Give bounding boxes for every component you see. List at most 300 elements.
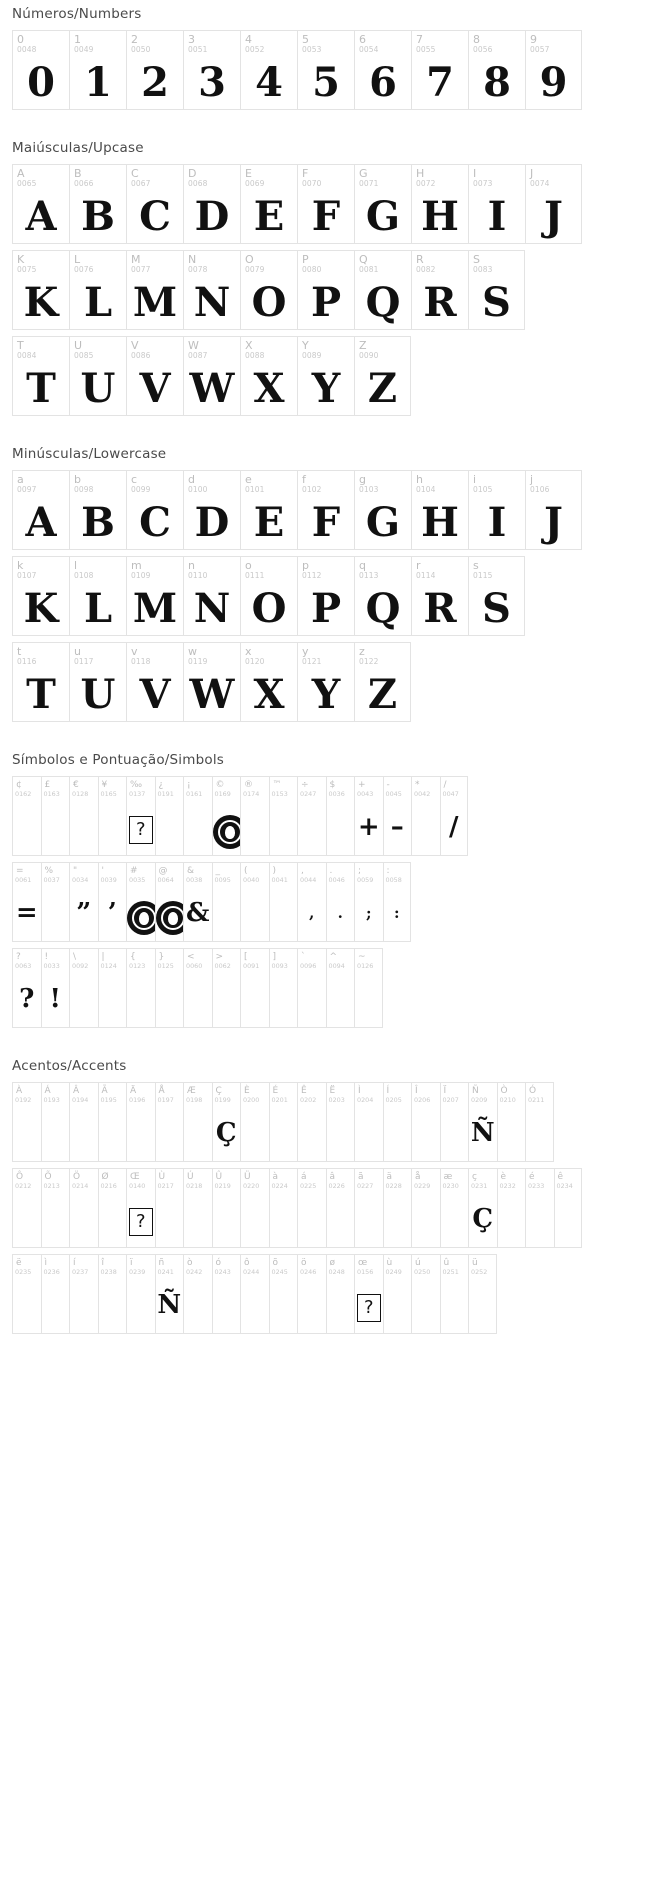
glyph-cell[interactable] [155, 776, 184, 856]
glyph-char: Ø [101, 1172, 109, 1182]
glyph-cell[interactable] [183, 164, 240, 244]
glyph-cell[interactable] [126, 336, 183, 416]
glyph-code: 0111 [245, 571, 265, 580]
glyph-cell[interactable] [98, 948, 127, 1028]
glyph-render: N [193, 585, 231, 632]
glyph-cell[interactable] [212, 948, 241, 1028]
glyph-cell[interactable] [12, 1082, 41, 1162]
glyph-char: b [74, 473, 81, 486]
glyph-cell[interactable] [354, 642, 411, 722]
glyph-char: : [386, 866, 390, 876]
glyph-char: P [302, 253, 309, 266]
glyph-cell[interactable] [411, 30, 468, 110]
glyph-render: D [194, 193, 230, 240]
glyph-code: 0237 [72, 1268, 89, 1276]
glyph-char: e [245, 473, 252, 486]
glyph-cell[interactable] [354, 862, 383, 942]
glyph-cell[interactable] [240, 470, 297, 550]
glyph-cell[interactable] [69, 862, 98, 942]
glyph-render: U [80, 671, 116, 718]
glyph-cell[interactable] [297, 776, 326, 856]
section-title-accents: Acentos/Accents [12, 1058, 127, 1074]
glyph-cell[interactable] [240, 30, 297, 110]
glyph-code: 0115 [473, 571, 493, 580]
glyph-cell[interactable] [12, 164, 69, 244]
glyph-code: 0213 [43, 1182, 60, 1190]
glyph-char: c [131, 473, 138, 486]
glyph-render: 8 [483, 59, 511, 106]
glyph-cell[interactable] [354, 1254, 383, 1334]
glyph-cell[interactable] [269, 948, 298, 1028]
glyph-cell[interactable] [297, 30, 354, 110]
glyph-char: L [74, 253, 81, 266]
glyph-cell[interactable] [69, 336, 126, 416]
glyph-cell[interactable] [126, 470, 183, 550]
glyph-render: & [186, 898, 210, 928]
glyph-code: 0251 [442, 1268, 459, 1276]
glyph-code: 0086 [131, 351, 151, 360]
glyph-char: & [187, 866, 195, 876]
glyph-cell[interactable] [126, 1168, 155, 1248]
glyph-cell[interactable] [440, 1168, 469, 1248]
glyph-cell[interactable] [240, 1254, 269, 1334]
glyph-char: Ü [244, 1172, 251, 1182]
glyph-char: Î [415, 1086, 418, 1096]
glyph-cell[interactable] [411, 556, 468, 636]
glyph-cell[interactable] [69, 164, 126, 244]
glyph-cell[interactable] [411, 164, 468, 244]
glyph-code: 0081 [359, 265, 379, 274]
glyph-code: 0057 [530, 45, 550, 54]
glyph-code: 0125 [157, 962, 174, 970]
glyph-code: 0088 [245, 351, 265, 360]
glyph-char: ¿ [158, 780, 164, 790]
glyph-code: 0197 [157, 1096, 174, 1104]
glyph-char: } [158, 952, 165, 962]
glyph-cell[interactable] [297, 1168, 326, 1248]
glyph-cell[interactable] [12, 1254, 41, 1334]
glyph-cell[interactable] [383, 1168, 412, 1248]
glyph-cell[interactable] [440, 1082, 469, 1162]
glyph-char: o [245, 559, 252, 572]
glyph-cell[interactable] [212, 776, 241, 856]
glyph-cell[interactable] [12, 1168, 41, 1248]
glyph-code: 0120 [245, 657, 265, 666]
glyph-cell[interactable] [468, 1254, 497, 1334]
glyph-char: É [272, 1086, 279, 1096]
notdef-box: ? [357, 1294, 381, 1322]
glyph-render: ’ [107, 898, 117, 928]
glyph-cell[interactable] [183, 1254, 212, 1334]
glyph-cell[interactable] [269, 1254, 298, 1334]
glyph-render: P [310, 585, 342, 632]
glyph-render: ! [49, 984, 61, 1014]
glyph-cell[interactable] [69, 948, 98, 1028]
glyph-cell[interactable] [155, 948, 184, 1028]
glyph-char: T [17, 339, 24, 352]
glyph-code: 0165 [100, 790, 117, 798]
glyph-cell[interactable] [183, 776, 212, 856]
glyph-render: N [193, 279, 231, 326]
glyph-cell[interactable] [468, 470, 525, 550]
glyph-cell[interactable] [126, 164, 183, 244]
glyph-cell[interactable] [354, 948, 383, 1028]
glyph-char: F [302, 167, 309, 180]
glyph-cell[interactable] [98, 776, 127, 856]
glyph-cell[interactable] [240, 776, 269, 856]
glyph-char: ù [386, 1258, 393, 1268]
glyph-cell[interactable] [183, 30, 240, 110]
glyph-char: à [272, 1172, 279, 1182]
glyph-char: h [416, 473, 423, 486]
glyph-row [12, 776, 468, 856]
glyph-code: 0225 [300, 1182, 317, 1190]
glyph-cell[interactable] [183, 250, 240, 330]
glyph-cell[interactable] [297, 1254, 326, 1334]
glyph-cell[interactable] [212, 862, 241, 942]
glyph-cell[interactable] [269, 862, 298, 942]
glyph-char: ( [244, 866, 248, 876]
glyph-render: O [251, 279, 287, 326]
glyph-render: A [25, 193, 57, 240]
glyph-code: 0200 [243, 1096, 260, 1104]
glyph-code: 0036 [328, 790, 345, 798]
glyph-cell[interactable] [411, 776, 440, 856]
glyph-char: ü [472, 1258, 478, 1268]
glyph-code: 0097 [17, 485, 37, 494]
glyph-char: Ï [443, 1086, 447, 1096]
glyph-char: < [187, 952, 195, 962]
glyph-cell[interactable] [297, 862, 326, 942]
glyph-cell[interactable] [98, 1254, 127, 1334]
glyph-cell[interactable] [440, 1254, 469, 1334]
glyph-cell[interactable] [41, 776, 70, 856]
glyph-cell[interactable] [326, 862, 355, 942]
glyph-code: 0073 [473, 179, 493, 188]
glyph-render: E [253, 193, 285, 240]
glyph-code: 0248 [328, 1268, 345, 1276]
glyph-cell[interactable] [240, 556, 297, 636]
glyph-cell[interactable] [126, 1254, 155, 1334]
glyph-cell[interactable] [12, 250, 69, 330]
glyph-cell[interactable] [240, 948, 269, 1028]
glyph-cell[interactable] [126, 642, 183, 722]
section-title-lowercase: Minúsculas/Lowercase [12, 446, 167, 462]
glyph-char: N [188, 253, 197, 266]
glyph-cell[interactable] [126, 30, 183, 110]
glyph-char: ó [215, 1258, 222, 1268]
glyph-cell[interactable] [525, 164, 582, 244]
glyph-cell[interactable] [126, 556, 183, 636]
glyph-code: 0194 [72, 1096, 89, 1104]
glyph-cell[interactable] [383, 862, 412, 942]
glyph-code: 0123 [129, 962, 146, 970]
glyph-cell[interactable] [69, 1082, 98, 1162]
glyph-char: ç [472, 1172, 477, 1182]
section-title-numbers: Números/Numbers [12, 6, 142, 22]
glyph-cell[interactable] [497, 1168, 526, 1248]
glyph-cell[interactable] [126, 250, 183, 330]
glyph-render: I [487, 193, 507, 240]
glyph-char: ø [329, 1258, 336, 1268]
glyph-cell[interactable] [240, 1082, 269, 1162]
glyph-render: 7 [426, 59, 454, 106]
glyph-code: 0033 [43, 962, 60, 970]
glyph-char: ñ [158, 1258, 165, 1268]
glyph-cell[interactable] [269, 1082, 298, 1162]
glyph-cell[interactable] [383, 776, 412, 856]
glyph-cell[interactable] [183, 470, 240, 550]
glyph-char: g [359, 473, 366, 486]
glyph-char: $ [329, 780, 336, 790]
glyph-cell[interactable] [126, 862, 155, 942]
glyph-cell[interactable] [69, 776, 98, 856]
glyph-cell[interactable] [240, 164, 297, 244]
glyph-cell[interactable] [240, 336, 297, 416]
glyph-render: Z [367, 365, 398, 412]
glyph-cell[interactable] [525, 470, 582, 550]
glyph-code: 0219 [214, 1182, 231, 1190]
glyph-code: 0242 [186, 1268, 203, 1276]
glyph-cell[interactable] [468, 1082, 497, 1162]
glyph-cell[interactable] [98, 1168, 127, 1248]
glyph-cell[interactable] [41, 948, 70, 1028]
glyph-cell[interactable] [297, 1082, 326, 1162]
glyph-cell[interactable] [383, 1082, 412, 1162]
glyph-cell[interactable] [468, 164, 525, 244]
glyph-char: £ [44, 780, 51, 790]
glyph-render: J [544, 193, 563, 240]
glyph-cell[interactable] [297, 556, 354, 636]
glyph-cell[interactable] [240, 1168, 269, 1248]
glyph-code: 0241 [157, 1268, 174, 1276]
glyph-cell[interactable] [354, 470, 411, 550]
glyph-cell[interactable] [12, 776, 41, 856]
glyph-cell[interactable] [468, 30, 525, 110]
glyph-render: Q [365, 585, 401, 632]
glyph-cell[interactable] [497, 1082, 526, 1162]
glyph-cell[interactable] [326, 1254, 355, 1334]
glyph-render: M [132, 279, 178, 326]
glyph-code: 0050 [131, 45, 151, 54]
glyph-cell[interactable] [326, 1168, 355, 1248]
glyph-cell[interactable] [41, 1082, 70, 1162]
glyph-render: X [253, 365, 285, 412]
glyph-cell[interactable] [41, 862, 70, 942]
glyph-grid-lowercase [12, 470, 661, 728]
glyph-code: 0076 [74, 265, 94, 274]
glyph-render: F [311, 499, 341, 546]
glyph-cell[interactable] [98, 1082, 127, 1162]
glyph-code: 0232 [499, 1182, 516, 1190]
glyph-cell[interactable] [354, 250, 411, 330]
glyph-cell[interactable] [69, 556, 126, 636]
glyph-cell[interactable] [411, 1082, 440, 1162]
glyph-cell[interactable] [383, 1254, 412, 1334]
glyph-cell[interactable] [240, 642, 297, 722]
glyph-cell[interactable] [12, 862, 41, 942]
glyph-char: 1 [74, 33, 81, 46]
glyph-cell[interactable] [183, 862, 212, 942]
glyph-cell[interactable] [297, 164, 354, 244]
glyph-code: 0206 [414, 1096, 431, 1104]
glyph-render: H [421, 193, 459, 240]
glyph-char: é [529, 1172, 535, 1182]
glyph-cell[interactable] [69, 470, 126, 550]
glyph-cell[interactable] [41, 1168, 70, 1248]
glyph-cell[interactable] [411, 1254, 440, 1334]
glyph-row [12, 862, 411, 942]
glyph-cell[interactable] [155, 1254, 184, 1334]
glyph-char: ` [301, 952, 306, 962]
glyph-cell[interactable] [69, 1168, 98, 1248]
glyph-cell[interactable] [12, 470, 69, 550]
glyph-cell[interactable] [297, 470, 354, 550]
glyph-cell[interactable] [354, 164, 411, 244]
glyph-char: Á [44, 1086, 51, 1096]
glyph-char: M [131, 253, 141, 266]
glyph-code: 0226 [328, 1182, 345, 1190]
glyph-code: 0252 [471, 1268, 488, 1276]
glyph-render: R [423, 279, 457, 326]
glyph-char: í [73, 1258, 76, 1268]
glyph-cell[interactable] [354, 776, 383, 856]
glyph-char: l [74, 559, 78, 572]
glyph-render: + [357, 812, 380, 842]
glyph-cell[interactable] [183, 556, 240, 636]
glyph-code: 0245 [271, 1268, 288, 1276]
glyph-cell[interactable] [69, 1254, 98, 1334]
glyph-cell[interactable] [155, 862, 184, 942]
glyph-cell[interactable] [326, 776, 355, 856]
glyph-cell[interactable] [411, 470, 468, 550]
glyph-cell[interactable] [468, 556, 525, 636]
glyph-cell[interactable] [183, 1168, 212, 1248]
glyph-cell[interactable] [12, 336, 69, 416]
glyph-code: 0114 [416, 571, 436, 580]
glyph-char: " [73, 866, 78, 876]
glyph-render: – [390, 812, 404, 842]
glyph-char: 6 [359, 33, 366, 46]
glyph-code: 0192 [15, 1096, 32, 1104]
glyph-render: M [132, 585, 178, 632]
glyph-code: 0169 [214, 790, 231, 798]
glyph-cell[interactable] [126, 776, 155, 856]
glyph-cell[interactable] [212, 1082, 241, 1162]
glyph-cell[interactable] [326, 948, 355, 1028]
glyph-code: 0112 [302, 571, 322, 580]
glyph-cell[interactable] [354, 336, 411, 416]
glyph-cell[interactable] [411, 1168, 440, 1248]
glyph-cell[interactable] [12, 642, 69, 722]
glyph-char: Ã [101, 1086, 108, 1096]
glyph-cell[interactable] [41, 1254, 70, 1334]
glyph-char: ì [44, 1258, 48, 1268]
glyph-cell[interactable] [240, 862, 269, 942]
glyph-cell[interactable] [468, 250, 525, 330]
glyph-grid-accents [12, 1082, 661, 1340]
glyph-cell[interactable] [354, 1082, 383, 1162]
glyph-cell[interactable] [297, 948, 326, 1028]
glyph-code: 0247 [300, 790, 317, 798]
glyph-code: 0062 [214, 962, 231, 970]
glyph-cell[interactable] [12, 948, 41, 1028]
glyph-char: a [17, 473, 24, 486]
glyph-code: 0110 [188, 571, 208, 580]
glyph-cell[interactable] [525, 1082, 554, 1162]
glyph-cell[interactable] [525, 1168, 554, 1248]
glyph-cell[interactable] [354, 556, 411, 636]
glyph-cell[interactable] [183, 948, 212, 1028]
section-numbers [0, 0, 661, 116]
glyph-char: B [74, 167, 82, 180]
seal-icon [213, 815, 241, 849]
glyph-cell[interactable] [297, 336, 354, 416]
glyph-cell[interactable] [297, 250, 354, 330]
glyph-char: ® [244, 780, 253, 790]
glyph-cell[interactable] [297, 642, 354, 722]
glyph-cell[interactable] [240, 250, 297, 330]
glyph-cell[interactable] [69, 642, 126, 722]
glyph-char: ë [16, 1258, 22, 1268]
glyph-cell[interactable] [326, 1082, 355, 1162]
glyph-render: L [83, 585, 113, 632]
glyph-code: 0067 [131, 179, 151, 188]
glyph-cell[interactable] [354, 1168, 383, 1248]
glyph-cell[interactable] [183, 642, 240, 722]
glyph-cell[interactable] [98, 862, 127, 942]
glyph-code: 0037 [43, 876, 60, 884]
glyph-char: r [416, 559, 421, 572]
glyph-char: Ë [329, 1086, 336, 1096]
glyph-code: 0064 [157, 876, 174, 884]
glyph-cell[interactable] [212, 1168, 241, 1248]
glyph-cell[interactable] [411, 250, 468, 330]
glyph-code: 0214 [72, 1182, 89, 1190]
glyph-cell[interactable] [155, 1168, 184, 1248]
glyph-cell[interactable] [69, 30, 126, 110]
glyph-cell[interactable] [468, 1168, 497, 1248]
glyph-cell[interactable] [212, 1254, 241, 1334]
glyph-cell[interactable] [354, 30, 411, 110]
glyph-row [12, 1082, 554, 1162]
glyph-cell[interactable] [126, 948, 155, 1028]
glyph-cell[interactable] [69, 250, 126, 330]
glyph-code: 0053 [302, 45, 322, 54]
glyph-cell[interactable] [12, 556, 69, 636]
glyph-code: 0231 [471, 1182, 488, 1190]
glyph-cell[interactable] [183, 1082, 212, 1162]
glyph-cell[interactable] [12, 30, 69, 110]
glyph-cell[interactable] [525, 30, 582, 110]
glyph-cell[interactable] [269, 1168, 298, 1248]
glyph-cell[interactable] [155, 1082, 184, 1162]
glyph-char: û [443, 1258, 450, 1268]
glyph-cell[interactable] [554, 1168, 583, 1248]
glyph-char: Ñ [472, 1086, 479, 1096]
glyph-cell[interactable] [126, 1082, 155, 1162]
glyph-render: , [309, 904, 315, 922]
glyph-cell[interactable] [183, 336, 240, 416]
glyph-code: 0116 [17, 657, 37, 666]
glyph-cell[interactable] [269, 776, 298, 856]
glyph-char: C [131, 167, 139, 180]
glyph-code: 0246 [300, 1268, 317, 1276]
glyph-code: 0082 [416, 265, 436, 274]
glyph-cell[interactable] [440, 776, 469, 856]
glyph-char: Ê [301, 1086, 307, 1096]
glyph-render: F [311, 193, 341, 240]
